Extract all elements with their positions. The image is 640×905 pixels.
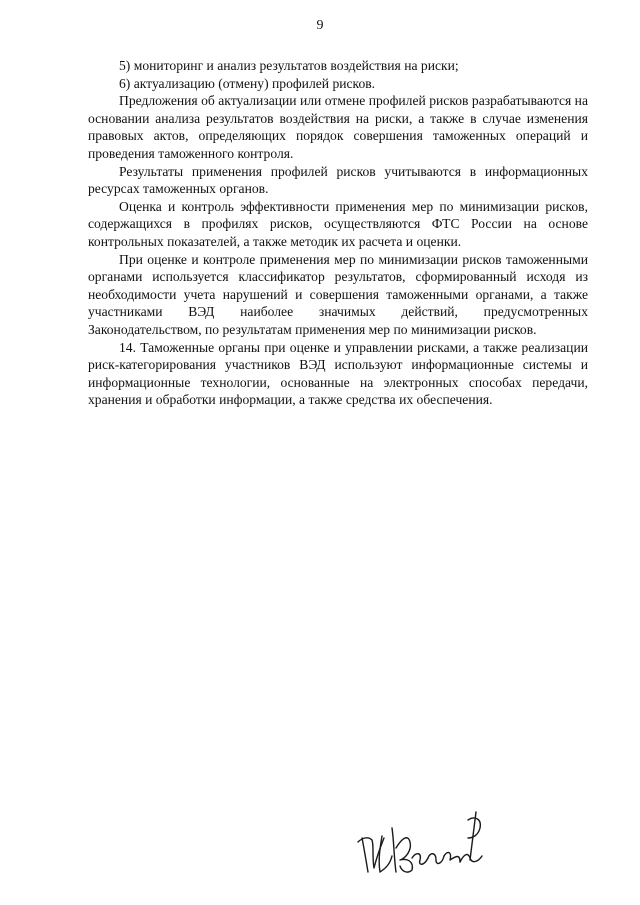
paragraph-efficiency-assessment: Оценка и контроль эффективности применения мер по минимизации рисков, содержащихся в профилях рисков, осуществляются ФТС России на основе контрольных показателей, а также методик их расчета и оценки.	[88, 198, 588, 249]
paragraph-risk-profile-results: Результаты применения профилей рисков учитываются в информационных ресурсах таможенных органов.	[88, 163, 588, 197]
list-item-6: 6) актуализацию (отмену) профилей рисков.	[119, 75, 376, 91]
page-number: 9	[316, 18, 324, 33]
list-item-5: 5) мониторинг и анализ результатов воздействия на риски;	[119, 58, 459, 73]
document-body	[88, 57, 588, 409]
paragraph-results-classifier: При оценке и контроле применения мер по минимизации рисков таможенными органами используется классификатор результатов, сформированный исходя из необходимости учета нарушений и совершения таможенными органами, а также участниками ВЭД наиболее значимых действий, предусмотренных Законодательством, по результатам применения мер по минимизации рисков.	[88, 251, 588, 337]
handwritten-signature	[356, 808, 496, 880]
paragraph-item-14: 14. Таможенные органы при оценке и управлении рисками, а также реализации риск-категорирования участников ВЭД используют информационные системы и информационные технологии, основанные на электронных способах передачи, хранения и обработки информации, а также средства их обеспечения.	[88, 339, 588, 408]
paragraph-risk-profile-proposals: Предложения об актуализации или отмене профилей рисков разрабатываются на основании анализа результатов воздействия на риски, а также в случае изменения правовых актов, определяющих порядок совершения таможенных операций и проведения таможенного контроля.	[88, 93, 588, 161]
